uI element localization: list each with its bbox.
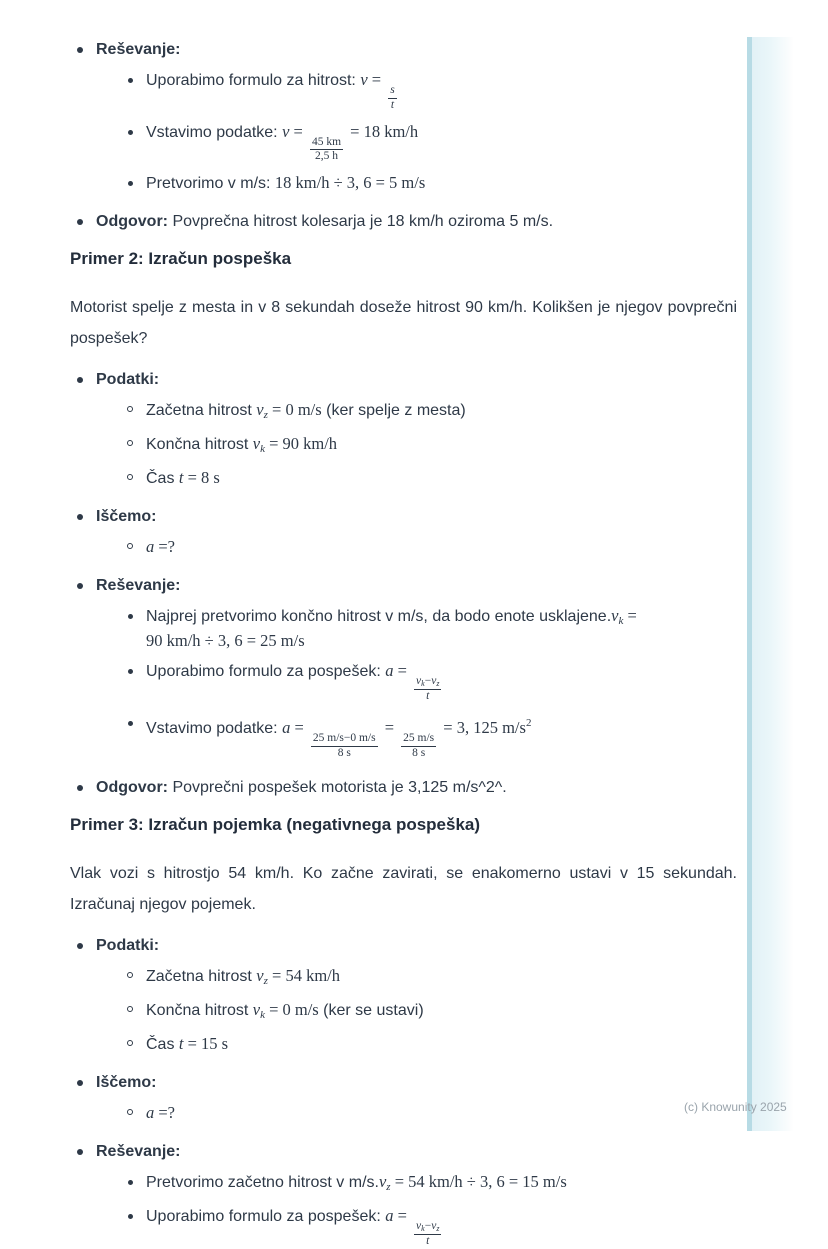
step-text: Najprej pretvorimo končno hitrost v m/s, da bodo enote usklajene.vk = 90 km/h ÷ 3, 6 = 25 m/s [146, 606, 637, 651]
step-text: Uporabimo formulo za pospešek: a = $\frac{vk-vz}{t}$ [146, 1206, 440, 1248]
data-text: Končna hitrost vk = 90 km/h [146, 434, 338, 456]
sublist-podatki [122, 966, 737, 1055]
list-primer2 [70, 370, 737, 797]
bullet-icon [77, 785, 83, 791]
data-text: Končna hitrost vk = 0 m/s (ker se ustavi) [146, 1000, 424, 1022]
list-primer3 [70, 936, 737, 1249]
circle-bullet-icon [127, 440, 133, 446]
circle-bullet-icon [127, 1040, 133, 1046]
list-item [122, 1103, 737, 1124]
step-text: Pretvorimo začetno hitrost v m/s.vz = 54 km/h ÷ 3, 6 = 15 m/s [146, 1172, 567, 1194]
list-item-iscemo [70, 507, 737, 558]
data-text: Čas t = 8 s [146, 468, 220, 488]
circle-bullet-icon [127, 474, 133, 480]
circle-bullet-icon [127, 972, 133, 978]
list-item [122, 1034, 737, 1055]
step-text: Vstavimo podatke: v = $\frac{45 km}{2,5 h}$ = 18 km/h [146, 121, 419, 163]
step-text: Uporabimo formulo za hitrost: v = $\frac{s}{t}$ [146, 70, 395, 111]
document-content [70, 40, 737, 1249]
data-text: Začetna hitrost vz = 0 m/s (ker spelje z mesta) [146, 400, 466, 422]
list-item [122, 606, 737, 652]
list-item [122, 173, 737, 194]
sublist-resevanje-steps [122, 606, 737, 760]
data-text: Začetna hitrost vz = 54 km/h [146, 966, 340, 988]
list-item-resevanje [70, 1142, 737, 1249]
list-item-label: Reševanje: [96, 41, 181, 58]
bullet-icon [77, 377, 83, 383]
bullet-icon [77, 1080, 83, 1086]
list-item-resevanje [70, 576, 737, 760]
bullet-icon [128, 614, 133, 619]
bullet-icon [128, 669, 133, 674]
list-item [122, 1000, 737, 1025]
page-edge-strip [747, 37, 793, 1131]
bullet-icon [77, 1149, 83, 1155]
list-item [122, 70, 737, 113]
list-item-podatki [70, 936, 737, 1055]
list-item-odgovor [70, 212, 737, 231]
unknown-text: a =? [146, 537, 176, 557]
bullet-icon [77, 47, 83, 53]
list-item-label: Odgovor: [96, 213, 168, 231]
step-text: Vstavimo podatke: a = $\frac{25 m/s-0 m/s}{8 s}$ = $\frac{25 m/s}{8 s}$ = 3, 125 $m/s^2$ [146, 716, 532, 759]
bullet-icon [128, 78, 133, 83]
bullet-icon [77, 943, 83, 949]
bullet-icon [128, 1180, 133, 1185]
heading-primer-2: Primer 2: Izračun pospeška [70, 249, 292, 269]
bullet-icon [77, 514, 83, 520]
list-item [122, 400, 737, 425]
bullet-icon [77, 583, 83, 589]
paragraph-primer-3-intro: Vlak vozi s hitrostjo 54 km/h. Ko začne zavirati, se enakomerno ustavi v 15 sekundah. Izračunaj njegov pojemek. [70, 865, 737, 914]
paragraph-primer-2-intro: Motorist spelje z mesta in v 8 sekundah doseže hitrost 90 km/h. Kolikšen je njegov povprečni pospešek? [70, 299, 737, 348]
list-item-label: Iščemo: [96, 508, 157, 526]
unknown-text: a =? [146, 1103, 176, 1123]
sublist-iscemo [122, 537, 737, 558]
list-item [122, 713, 737, 761]
list-item-label: Reševanje: [96, 1143, 181, 1161]
list-item-odgovor [70, 778, 737, 797]
data-text: Čas t = 15 s [146, 1034, 229, 1054]
list-item [122, 661, 737, 704]
list-item-resevanje [70, 40, 737, 194]
list-item [122, 122, 737, 165]
list-item [122, 468, 737, 489]
sublist-resevanje-steps [122, 70, 737, 194]
list-item [122, 537, 737, 558]
bullet-icon [128, 1214, 133, 1219]
watermark: (c) Knowunity 2025 [684, 1100, 787, 1114]
circle-bullet-icon [127, 543, 133, 549]
sublist-podatki [122, 400, 737, 489]
list-item [122, 434, 737, 459]
list-item-label: Podatki: [96, 937, 160, 955]
list-item-iscemo [70, 1073, 737, 1124]
list-item [122, 1206, 737, 1249]
list-item-label: Iščemo: [96, 1074, 157, 1092]
list-item-podatki [70, 370, 737, 489]
circle-bullet-icon [127, 1109, 133, 1115]
bullet-icon [128, 130, 133, 135]
step-text: Pretvorimo v m/s: 18 km/h ÷ 3, 6 = 5 m/s [146, 173, 426, 193]
list-primer1-solution [70, 40, 737, 231]
list-item-label: Odgovor: [96, 779, 168, 797]
list-item [122, 1172, 737, 1197]
sublist-iscemo [122, 1103, 737, 1124]
step-text: Uporabimo formulo za pospešek: a = $\frac{vk-vz}{t}$ [146, 661, 440, 702]
bullet-icon [128, 181, 133, 186]
list-item [122, 966, 737, 991]
sublist-resevanje-steps [122, 1172, 737, 1249]
bullet-icon [77, 219, 83, 225]
list-item-label: Reševanje: [96, 577, 181, 595]
odgovor-text: Povprečna hitrost kolesarja je 18 km/h oziroma 5 m/s. [172, 213, 554, 231]
circle-bullet-icon [127, 406, 133, 412]
list-item-label: Podatki: [96, 371, 160, 389]
circle-bullet-icon [127, 1006, 133, 1012]
odgovor-text: Povprečni pospešek motorista je 3,125 m/s^2^. [172, 779, 507, 797]
bullet-icon [128, 721, 133, 726]
heading-primer-3: Primer 3: Izračun pojemka (negativnega pospeška) [70, 815, 481, 835]
